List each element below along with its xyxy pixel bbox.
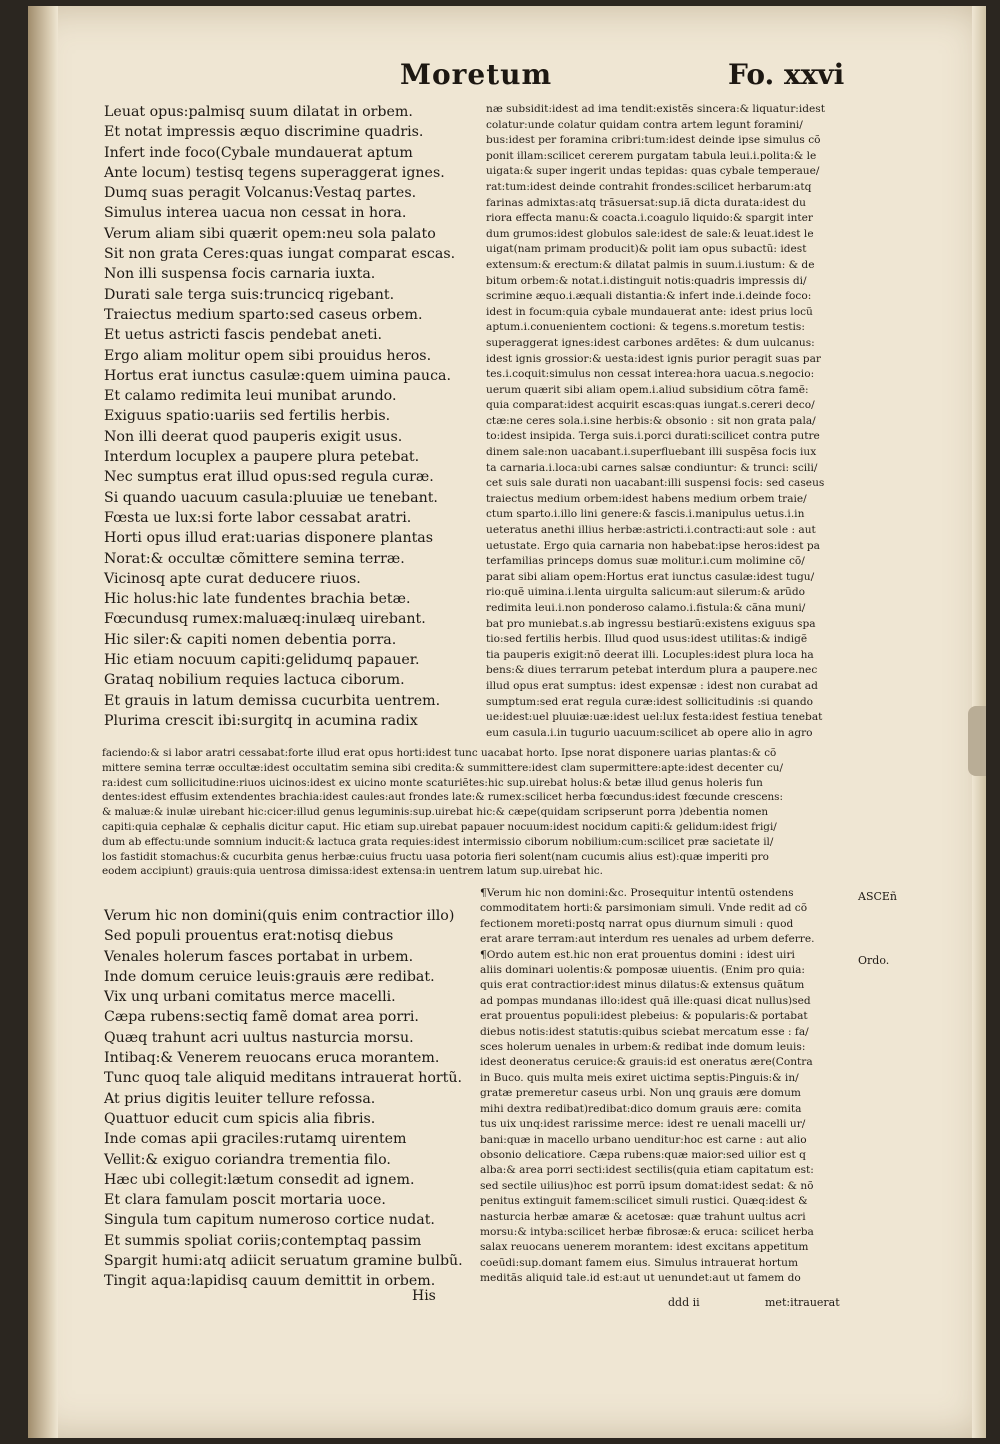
commentary-line: rio:quẽ uimina.i.lenta uirgulta salicum:aut silerum:& arũdo xyxy=(486,586,805,599)
commentary-line: bat pro muniebat.s.ab ingressu bestiarũ:existens exiguus spa xyxy=(486,617,816,630)
commentary-line: ctæ:ne ceres sola.i.sine herbis:& obsonio : sit non grata pala/ xyxy=(486,414,816,427)
commentary-line: salax reuocans uenerem morantem: idest excitans appetitum xyxy=(480,1241,809,1254)
verse-line: Non illi deerat quod pauperis exigit usus. xyxy=(104,428,403,445)
commentary-line: ueteratus anethi illius herbæ:astricti.i.contracti:aut sole : aut xyxy=(486,524,816,537)
folio-number: Fo. xxvi xyxy=(728,58,845,91)
commentary-line: cet suis sale durati non uacabant:illi suspensi focis: sed caseus xyxy=(486,477,825,490)
verse-line: Interdum locuplex a paupere plura petebat. xyxy=(104,449,420,466)
commentary-line: in Buco. quis multa meis exiret uictima septis:Pinguis:& in/ xyxy=(480,1071,799,1084)
commentary-line: to:idest insipida. Terga suis.i.porci durati:scilicet contra putre xyxy=(486,430,820,443)
verse-line: Dumq suas peragit Volcanus:Vestaq partes. xyxy=(104,185,417,202)
verse-line: Verum aliam sibi quærit opem:neu sola palato xyxy=(104,225,436,242)
commentary-line: erat arare terram:aut interdum res uenales ad urbem deferre. xyxy=(480,933,815,946)
commentary-line: ¶Ordo autem est.hic non erat prouentus domini : idest uiri xyxy=(480,948,795,961)
commentary-line: aptum.i.conuenientem coctioni: & tegens.s.moretum testis: xyxy=(486,321,805,334)
verse-line: At prius digitis leuiter tellure refossa. xyxy=(104,1090,376,1107)
commentary-line: quia comparat:idest acquirit escas:quas iungat.s.cereri deco/ xyxy=(486,399,815,412)
commentary-line: eum casula.i.in tugurio uacuum:scilicet ab opere alio in agro xyxy=(486,726,813,739)
commentary-line: tia pauperis exigit:nõ deerat illi. Locuples:idest plura loca ha xyxy=(486,648,814,661)
commentary-line: ctum sparto.i.illo lini genere:& fascis.i.manipulus uetus.i.in xyxy=(486,508,805,521)
verse-line: Quæq trahunt acri uultus nasturcia morsu. xyxy=(104,1029,414,1046)
verse-line: Quattuor educit cum spicis alia fibris. xyxy=(104,1110,376,1127)
commentary-line: dum ab effectu:unde somnium inducit:& lactuca grata requies:idest intermissio ciborum nobilium:cum:scilicet præ sacietate il/ xyxy=(102,835,774,848)
commentary-line: diebus notis:idest statutis:quibus sciebat mercatum esse : fa/ xyxy=(480,1025,809,1038)
book-spine xyxy=(28,6,58,1438)
commentary-line: ¶Verum hic non domini:&c. Prosequitur intentũ ostendens xyxy=(480,887,794,899)
verse-line: Tingit aqua:lapidisq cauum demittit in orbem. xyxy=(104,1273,436,1290)
verse-line: Et notat impressis æquo discrimine quadris. xyxy=(104,124,424,141)
verse-line: Tunc quoq tale aliquid meditans intrauerat hortũ. xyxy=(104,1070,462,1087)
commentary-line: fectionem moreti:postq narrat opus diurnum simuli : quod xyxy=(480,917,794,930)
commentary-line: sumptum:sed erat regula curæ:idest sollicitudinis :si quando xyxy=(486,695,813,708)
verse-line: Vellit:& exiguo coriandra trementia filo. xyxy=(104,1151,391,1168)
verse-line: Plurima crescit ibi:surgitq in acumina radix xyxy=(104,712,418,729)
book-clasp xyxy=(968,706,986,776)
verse-line: Fœsta ue lux:si forte labor cessabat aratri. xyxy=(104,509,412,526)
commentary-line: aliis dominari uolentis:& pomposæ uiuentis. (Enim pro quia: xyxy=(480,964,805,977)
verse-line: Singula tum capitum numeroso cortice nudat. xyxy=(104,1212,435,1229)
commentary-line: ue:idest:uel pluuiæ:uæ:idest uel:lux festa:idest festiua tenebat xyxy=(486,711,823,724)
verse-line: Et summis spoliat coriis;contemptaq passim xyxy=(104,1232,422,1249)
margin-note-ordo: Ordo. xyxy=(858,954,890,967)
verse-line: Ante locum) testisq tegens superaggerat ignes. xyxy=(104,164,445,181)
commentary-line: extensum:& erectum:& dilatat palmis in suum.i.iustum: & de xyxy=(486,258,815,271)
book-page xyxy=(28,6,986,1438)
verse-line: Cæpa rubens:sectiq famẽ domat area porri. xyxy=(104,1009,419,1026)
verse-line: Intibaq:& Venerem reuocans eruca morantem. xyxy=(104,1050,440,1067)
commentary-line: idest deoneratus ceruice:& grauis:id est oneratus ære(Contra xyxy=(480,1056,813,1069)
commentary-line: tes.i.coquit:simulus non cessat interea:hora uacua.s.negocio: xyxy=(486,368,815,381)
commentary-line: alba:& area porri secti:idest sectilis(quia etiam capitatum est: xyxy=(480,1164,814,1177)
signature-mark: ddd ii xyxy=(668,1296,700,1309)
verse-line: Hortus erat iunctus casulæ:quem uimina pauca. xyxy=(104,367,451,384)
verse-block-top xyxy=(104,102,504,731)
running-head-title: Moretum xyxy=(400,58,553,91)
commentary-line: mihi dextra redibat)redibat:dico domum grauis ære: comita xyxy=(480,1102,802,1115)
commentary-line: dum grumos:idest globulos sale:idest de sale:& leuat.idest le xyxy=(486,227,814,240)
verse-line: Verum hic non domini(quis enim contractior illo) xyxy=(104,908,455,924)
verse-line: Et uetus astricti fascis pendebat aneti. xyxy=(104,327,383,344)
commentary-line: uerum quærit sibi aliam opem.i.aliud subsidium cõtra famẽ: xyxy=(486,383,809,396)
verse-line: Sit non grata Ceres:quas iungat comparat escas. xyxy=(104,246,456,263)
verse-line: Grataq nobilium requies lactuca ciborum. xyxy=(104,672,405,689)
commentary-line: bani:quæ in macello urbano uenditur:hoc est carne : aut alio xyxy=(480,1133,807,1146)
commentary-line: sces holerum uenales in urbem:& redibat inde domum leuis: xyxy=(480,1041,806,1054)
commentary-line: bus:idest per foramina cribri:tum:idest deinde ipse simulus cõ xyxy=(486,134,821,147)
commentary-line: rat:tum:idest deinde contrahit frondes:scilicet herbarum:atq xyxy=(486,180,812,193)
verse-block-bottom xyxy=(104,906,504,1292)
verse-line: Inde domum ceruice leuis:grauis ære redibat. xyxy=(104,968,435,985)
commentary-line: idest in focum:quia cybale mundauerat ante: idest prius locũ xyxy=(486,305,813,318)
commentary-line: uigat(nam primam producit)& polit iam opus subactũ: idest xyxy=(486,243,807,256)
commentary-line: coeũdi:sup.domant famem eius. Simulus intrauerat hortum xyxy=(480,1256,798,1269)
commentary-line: terfamilias princeps domus suæ molitur.i.cum molimine cõ/ xyxy=(486,555,805,568)
commentary-line: uigata:& super ingerit undas tepidas: quas cybale temperaue/ xyxy=(486,165,820,178)
catchword: His xyxy=(412,1288,436,1304)
commentary-line: bitum orbem:& notat.i.distinguit notis:quadris impressis di/ xyxy=(486,274,807,287)
verse-line: Ergo aliam molitur opem sibi prouidus heros. xyxy=(104,347,432,364)
verse-line: Norat:& occultæ cõmittere semina terræ. xyxy=(104,550,405,567)
commentary-line: traiectus medium orbem:idest habens medium orbem traie/ xyxy=(486,492,807,505)
commentary-line: eodem accipiunt) grauis:quia uentrosa dimissa:idest extensa:in uentrem latum sup.uirebat hic. xyxy=(102,865,603,878)
commentary-line: ad pompas mundanas illo:idest quã ille:quasi dicat nullus)sed xyxy=(480,994,811,1007)
commentary-full-width xyxy=(102,746,882,879)
commentary-right xyxy=(486,102,876,741)
commentary-line: illud opus erat sumptus: idest expensæ : idest non curabat ad xyxy=(486,679,818,692)
commentary-line: capiti:quia cephalæ & cephalis dicitur caput. Hic etiam sup.uirebat papauer nocuum:idest nocidum capiti:& gelidum:idest frigi/ xyxy=(102,820,777,833)
commentary-line: uetustate. Ergo quia carnaria non habebat:ipse heros:idest pa xyxy=(486,539,820,552)
commentary-line: ponit illam:scilicet cererem purgatam tabula leui.i.polita:& le xyxy=(486,149,817,162)
commentary-line: nasturcia herbæ amaræ & acetosæ: quæ trahunt uultus acri xyxy=(480,1210,806,1223)
commentary-line: meditãs aliquid tale.id est:aut ut uenundet:aut ut famem do xyxy=(480,1272,801,1285)
commentary-line: erat prouentus populi:idest plebeius: & popularis:& portabat xyxy=(480,1010,808,1023)
verse-line: Venales holerum fasces portabat in urbem. xyxy=(104,948,414,965)
commentary-lower xyxy=(480,886,878,1287)
commentary-line: farinas admixtas:atq trãsuersat:sup.iã dicta durata:idest du xyxy=(486,196,807,209)
commentary-line: commoditatem horti:& parsimoniam simuli. Vnde redit ad cõ xyxy=(480,902,808,915)
commentary-line: ra:idest cum sollicitudine:riuos uicinos:idest ex uicino monte scaturiẽtes:hic sup.uirebat holus:& betæ illud genus holeris fun xyxy=(102,776,763,789)
verse-line: Et grauis in latum demissa cucurbita uentrem. xyxy=(104,692,441,709)
commentary-line: scrimine æquo.i.æquali distantia:& infert inde.i.deinde foco: xyxy=(486,290,812,303)
verse-line: Leuat opus:palmisq suum dilatat in orbem. xyxy=(104,104,413,120)
verse-line: Non illi suspensa focis carnaria iuxta. xyxy=(104,266,376,283)
commentary-line: morsu:& intyba:scilicet herbæ fibrosæ:& eruca: scilicet herba xyxy=(480,1225,814,1238)
verse-line: Spargit humi:atq adiicit seruatum gramine bulbũ. xyxy=(104,1253,463,1270)
commentary-line: tus uix unq:idest rarissime merce: idest re uenali macelli ur/ xyxy=(480,1118,806,1131)
verse-line: Et calamo redimita leui munibat arundo. xyxy=(104,388,397,405)
commentary-line: mittere semina terræ occultæ:idest occultatim semina sibi credita:& summittere:idest clam supermittere:apte:idest decenter cu/ xyxy=(102,761,783,774)
verse-line: Vicinosq apte curat deducere riuos. xyxy=(104,570,361,587)
commentary-line: idest ignis grossior:& uesta:idest ignis purior peragit suas par xyxy=(486,352,821,365)
commentary-line: riora effecta manu:& coacta.i.coagulo liquido:& spargit inter xyxy=(486,212,813,225)
commentary-line: parat sibi aliam opem:Hortus erat iunctus casulæ:idest tugu/ xyxy=(486,570,815,583)
verse-line: Hic holus:hic late fundentes brachia betæ. xyxy=(104,591,411,608)
commentary-line: redimita leui.i.non ponderoso calamo.i.fistula:& cãna muni/ xyxy=(486,602,806,614)
verse-line: Fœcundusq rumex:maluæq:inulæq uirebant. xyxy=(104,611,426,628)
commentary-line: los fastidit stomachus:& cucurbita genus herbæ:cuius fructu uasa potoria fieri solent(nam cucumis alius est):quæ imperiti pro xyxy=(102,850,769,863)
commentary-line: sed sectile uilius)hoc est porrũ ipsum domat:idest sedat: & nõ xyxy=(480,1179,814,1192)
commentary-line: & maluæ:& inulæ uirebant hic:cicer:illud genus leguminis:sup.uirebat hic:& cæpe(quidam scripserunt porra )debentia nomen xyxy=(102,806,769,819)
commentary-line: bens:& diues terrarum petebat interdum plura a paupere.nec xyxy=(486,664,818,677)
catchword-commentary: met:itrauerat xyxy=(765,1296,840,1309)
verse-line: Sed populi prouentus erat:notisq diebus xyxy=(104,928,394,945)
commentary-line: superaggerat ignes:idest carbones ardẽtes: & dum uulcanus: xyxy=(486,336,815,349)
commentary-line: gratæ premeretur caseus urbi. Non unq grauis ære domum xyxy=(480,1087,801,1100)
verse-line: Si quando uacuum casula:pluuiæ ue tenebant. xyxy=(104,489,438,506)
commentary-line: colatur:unde colatur quidam contra artem legunt foramini/ xyxy=(486,118,803,131)
verse-line: Nec sumptus erat illud opus:sed regula curæ. xyxy=(104,469,434,486)
commentary-line: tio:sed fertilis herbis. Illud quod usus:idest utilitas:& indigẽ xyxy=(486,633,808,646)
commentary-line: dentes:idest effusim extendentes brachia:idest caules:aut frondes late:& rumex:scilicet herba fœcundus:idest fœcunde crescens: xyxy=(102,791,784,804)
commentary-line: ta carnaria.i.loca:ubi carnes salsæ condiuntur: & trunci: scili/ xyxy=(486,461,818,474)
commentary-line: næ subsidit:idest ad ima tendit:existẽs sincera:& liquatur:idest xyxy=(486,103,825,115)
verse-line: Hic etiam nocuum capiti:gelidumq papauer. xyxy=(104,652,420,669)
verse-line: Simulus interea uacua non cessat in hora. xyxy=(104,205,407,222)
commentary-line: faciendo:& si labor aratri cessabat:forte illud erat opus horti:idest tunc uacabat horto. Ipse norat disponere uarias plantas:& cõ xyxy=(102,747,777,759)
commentary-line: quis erat contractior:idest minus dilatus:& extensus quãtum xyxy=(480,979,805,992)
verse-line: Exiguus spatio:uariis sed fertilis herbis. xyxy=(104,408,391,425)
verse-line: Traiectus medium sparto:sed caseus orbem. xyxy=(104,306,423,323)
verse-line: Horti opus illud erat:uarias disponere plantas xyxy=(104,530,434,547)
margin-note-asces: ASCEñ xyxy=(858,890,898,903)
verse-line: Hæc ubi collegit:lætum consedit ad ignem. xyxy=(104,1171,415,1188)
verse-line: Hic siler:& capiti nomen debentia porra. xyxy=(104,631,397,648)
verse-line: Durati sale terga suis:truncicq rigebant. xyxy=(104,286,395,303)
verse-line: Infert inde foco(Cybale mundauerat aptum xyxy=(104,144,413,161)
commentary-line: dinem sale:non uacabant.i.superfluebant illi suspẽsa focis iux xyxy=(486,446,817,459)
commentary-line: obsonio delicatiore. Cæpa rubens:quæ maior:sed uilior est q xyxy=(480,1148,806,1161)
verse-line: Vix unq urbani comitatus merce macelli. xyxy=(104,989,396,1006)
verse-line: Inde comas apii graciles:rutamq uirentem xyxy=(104,1131,407,1148)
commentary-line: penitus extinguit famem:scilicet simuli rustici. Quæq:idest & xyxy=(480,1195,808,1208)
verse-line: Et clara famulam poscit mortaria uoce. xyxy=(104,1192,386,1209)
